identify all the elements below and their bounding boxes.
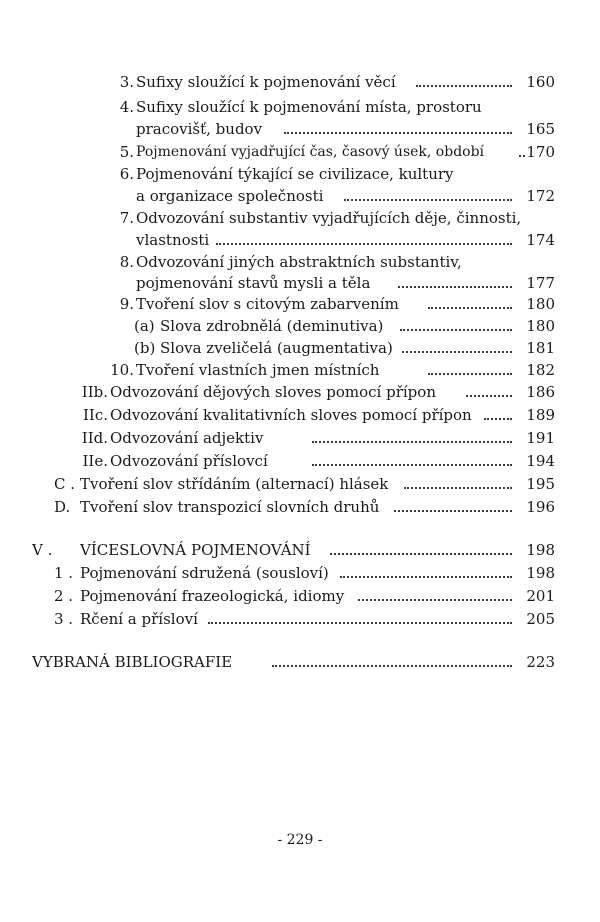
dot-leader [312,441,512,443]
entry-title: Odvozování dějových sloves pomocí přípon [110,383,436,401]
entry-number: 3. [119,73,134,91]
entry-number: 9. [119,295,134,313]
entry-number: 3 . [54,610,74,628]
entry-title: VÍCESLOVNÁ POJMENOVÁNÍ [80,541,311,559]
toc-entry [0,585,600,609]
entry-number: 10. [110,361,134,379]
entry-number: D. [54,498,71,516]
toc-entry [0,118,600,142]
toc-entry [0,539,600,563]
entry-title: vlastnosti [136,231,210,249]
entry-title: Odvozování kvalitativních sloves pomocí přípon [110,406,472,424]
entry-page: 165 [526,120,555,138]
dot-leader [312,464,512,466]
toc-entry [0,229,600,253]
toc-entry [0,496,600,520]
toc-entry [0,404,600,428]
dot-leader [416,85,512,87]
entry-title: Slova zdrobnělá (deminutiva) [160,317,384,335]
dot-leader [400,329,512,331]
entry-page: 180 [526,317,555,335]
toc-entry [0,293,600,317]
entry-page: 223 [526,653,555,671]
entry-title: VYBRANÁ BIBLIOGRAFIE [32,653,233,671]
dot-leader [216,243,512,245]
toc-entry [0,207,600,231]
entry-number: V . [32,541,53,559]
toc-entry [0,562,600,586]
toc-entry [0,381,600,405]
entry-page: 191 [526,429,555,447]
entry-title: Slova zveličelá (augmentativa) [160,339,393,357]
entry-number: C . [54,475,76,493]
toc-entry [0,141,600,165]
entry-number: IIe. [82,452,108,470]
entry-title: Odvozování substantiv vyjadřujících děje, činnosti, [136,209,522,227]
entry-number: (a) [134,317,155,335]
toc-entry [0,96,600,120]
entry-number: 5. [119,143,134,161]
entry-page: 186 [526,383,555,401]
toc-entry [0,71,600,95]
entry-page: 195 [526,475,555,493]
entry-number: IId. [81,429,108,447]
dot-leader [344,199,512,201]
dot-leader [394,510,512,512]
entry-page: 172 [526,187,555,205]
dot-leader [484,418,512,420]
entry-page: 177 [526,274,555,292]
entry-title: Pojmenování vyjadřující čas, časový úsek, období [136,144,485,160]
dot-leader [428,373,512,375]
entry-number: 8. [119,253,134,271]
entry-title: Tvoření slov transpozicí slovních druhů [80,498,380,516]
dot-leader [402,351,512,353]
toc-entry [0,608,600,632]
entry-title: Tvoření slov střídáním (alternací) hlásek [80,475,389,493]
entry-page: 201 [526,587,555,605]
dot-leader [208,622,512,624]
toc-entry [0,473,600,497]
entry-number: IIb. [81,383,108,401]
entry-number: 6. [119,165,134,183]
entry-title: Pojmenování týkající se civilizace, kultury [136,165,454,183]
entry-number: 2 . [54,587,74,605]
entry-number: (b) [134,339,156,357]
entry-title: Pojmenování frazeologická, idiomy [80,587,345,605]
entry-title: pojmenování stavů mysli a těla [136,274,371,292]
entry-title: Odvozování adjektiv [110,429,264,447]
entry-number: 7. [119,209,134,227]
entry-page: 196 [526,498,555,516]
entry-number: 4. [119,98,134,116]
dot-leader [428,307,512,309]
dot-leader [272,665,512,667]
toc-entry [0,185,600,209]
entry-title: Sufixy sloužící k pojmenování věcí [136,73,396,91]
toc-entry [0,427,600,451]
entry-page: 182 [526,361,555,379]
entry-title: Pojmenování sdružená (sousloví) [80,564,329,582]
entry-title: a organizace společnosti [136,187,324,205]
entry-page: 194 [526,452,555,470]
page-number: - 229 - [277,832,323,848]
entry-number: IIc. [82,406,108,424]
entry-page: 198 [526,564,555,582]
entry-number: 1 . [54,564,74,582]
dot-leader [330,553,512,555]
toc-entry [0,450,600,474]
entry-title: Rčení a přísloví [80,610,198,628]
entry-page: 174 [526,231,555,249]
dot-leader [404,487,512,489]
entry-title: pracovišť, budov [136,120,263,138]
toc-entry [0,651,600,675]
dot-leader [398,286,512,288]
toc-entry [0,315,600,339]
entry-page: 189 [526,406,555,424]
toc-entry [0,337,600,361]
dot-leader [284,132,512,134]
entry-title: Odvozování příslovcí [110,452,268,470]
entry-page: 198 [526,541,555,559]
entry-title: Odvozování jiných abstraktních substantiv, [136,253,462,271]
dot-leader [466,395,512,397]
dot-leader [340,576,512,578]
toc-entry [0,359,600,383]
entry-page: 181 [526,339,555,357]
entry-page: 170 [526,143,555,161]
entry-title: Tvoření slov s citovým zabarvením [136,295,399,313]
entry-page: 160 [526,73,555,91]
entry-title: Tvoření vlastních jmen místních [136,361,380,379]
entry-title: Sufixy sloužící k pojmenování místa, prostoru [136,98,482,116]
dot-leader [358,599,512,601]
entry-page: 180 [526,295,555,313]
entry-page: 205 [526,610,555,628]
toc-entry [0,163,600,187]
